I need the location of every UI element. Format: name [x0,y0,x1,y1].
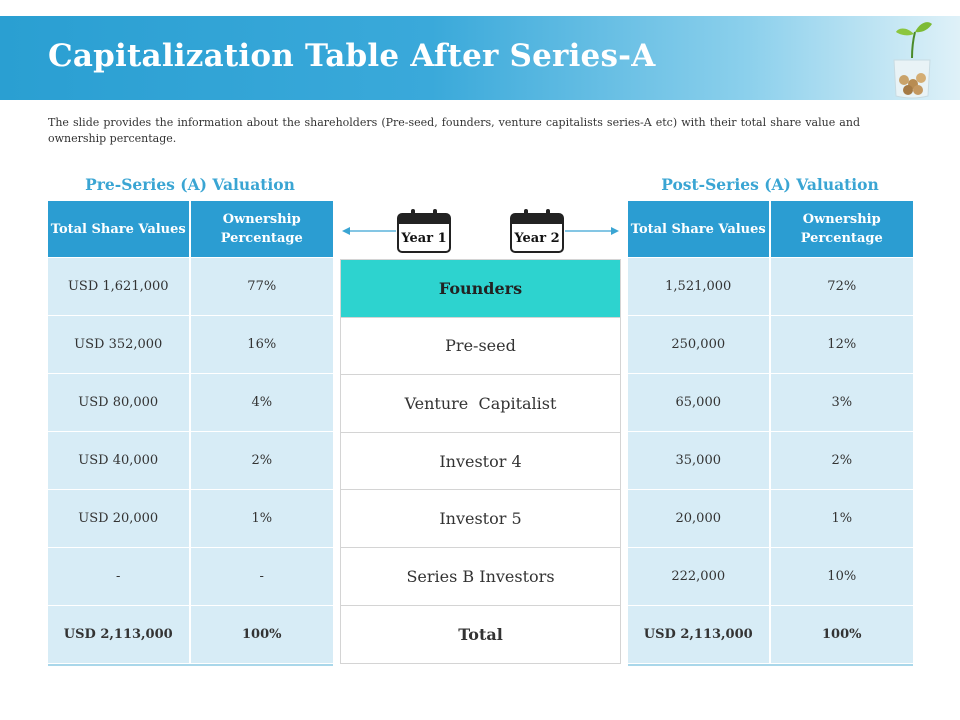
list-item: Investor 5 [341,490,620,548]
header-ownership-percentage: Ownership Percentage [191,201,334,258]
ownership-cell: 3% [771,374,914,432]
table-row [628,548,913,606]
ownership-cell: 12% [771,316,914,374]
year-2-label: Year 2 [514,231,560,246]
table-row [628,258,913,316]
pre-series-table [48,201,333,666]
table-row [48,374,333,432]
table-row [628,432,913,490]
list-item: Venture Capitalist [341,375,620,433]
header-ownership-percentage: Ownership Percentage [771,201,914,258]
post-series-title: Post-Series (A) Valuation [661,175,879,194]
plant-icon [882,18,942,100]
ownership-cell: 10% [771,548,914,606]
share-value-cell: 35,000 [628,432,771,490]
list-item: Series B Investors [341,548,620,606]
total-share-value-cell: USD 2,113,000 [48,606,191,664]
total-ownership-cell: 100% [771,606,914,664]
list-item-total: Total [341,606,620,664]
ownership-cell: 16% [191,316,334,374]
table-header [628,201,913,258]
share-value-cell: USD 40,000 [48,432,191,490]
ownership-cell: 2% [771,432,914,490]
total-row [48,606,333,664]
total-share-value-cell: USD 2,113,000 [628,606,771,664]
table-row [48,316,333,374]
share-value-cell: - [48,548,191,606]
page-title: Capitalization Table After Series-A [48,38,656,74]
ownership-cell: 1% [191,490,334,548]
share-value-cell: 1,521,000 [628,258,771,316]
list-item: Pre-seed [341,318,620,376]
ownership-cell: 72% [771,258,914,316]
share-value-cell: USD 80,000 [48,374,191,432]
table-row [628,490,913,548]
ownership-cell: 77% [191,258,334,316]
share-value-cell: 65,000 [628,374,771,432]
header-total-share-values: Total Share Values [628,201,771,258]
table-row [48,548,333,606]
table-row [48,432,333,490]
total-ownership-cell: 100% [191,606,334,664]
calendar-icon [510,213,564,253]
table-row [628,374,913,432]
share-value-cell: USD 1,621,000 [48,258,191,316]
share-value-cell: USD 20,000 [48,490,191,548]
post-series-table [628,201,913,666]
table-row [628,316,913,374]
table-row [48,258,333,316]
ownership-cell: - [191,548,334,606]
share-value-cell: 250,000 [628,316,771,374]
title-banner [0,16,960,100]
list-item: Investor 4 [341,433,620,491]
share-value-cell: USD 352,000 [48,316,191,374]
ownership-cell: 1% [771,490,914,548]
year-1-label: Year 1 [401,231,447,246]
calendar-icon [397,213,451,253]
ownership-cell: 4% [191,374,334,432]
arrow-icon [340,224,621,238]
total-row [628,606,913,664]
table-row [48,490,333,548]
share-value-cell: 222,000 [628,548,771,606]
list-item: Founders [341,260,620,318]
shareholder-list [340,259,621,664]
table-header [48,201,333,258]
share-value-cell: 20,000 [628,490,771,548]
pre-series-title: Pre-Series (A) Valuation [85,175,295,194]
slide-description: The slide provides the information about the shareholders (Pre-seed, founders, venture capitalists series-A etc) with their total share value and ownership percentage. [48,116,860,145]
ownership-cell: 2% [191,432,334,490]
header-total-share-values: Total Share Values [48,201,191,258]
